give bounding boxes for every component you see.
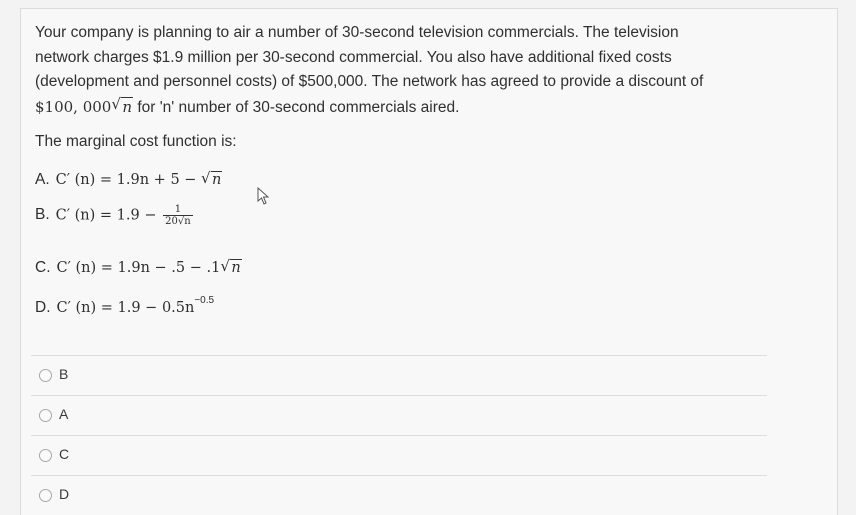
radicand: n: [122, 97, 133, 116]
choice-d: [35, 295, 214, 317]
option-d[interactable]: [31, 475, 767, 515]
question-card: [20, 8, 838, 515]
fraction: [163, 204, 193, 227]
choice-c: [35, 259, 242, 277]
choice-equation: C′ (n) = 1.9 −: [55, 207, 162, 224]
choice-equation: C′ (n) = 1.9n − .5 − .1: [56, 260, 221, 276]
radio-button[interactable]: [39, 489, 52, 502]
prompt-text: The marginal cost function is:: [35, 133, 237, 150]
option-b[interactable]: [31, 355, 767, 396]
option-label: C: [59, 446, 70, 462]
question-line-4: [35, 95, 775, 121]
discount-amount: $100, 000: [35, 97, 112, 116]
choice-a: [35, 171, 222, 189]
question-line-3: (development and personnel costs) of $500,000. The network has agreed to provide a discount of: [35, 73, 704, 90]
option-label: D: [59, 486, 70, 502]
choice-letter: B.: [35, 206, 50, 224]
radio-button[interactable]: [39, 409, 52, 422]
sqrt-expression: [111, 95, 133, 120]
radicand: n: [212, 172, 222, 188]
question-text: [35, 21, 775, 120]
option-c[interactable]: [31, 435, 767, 476]
radical-sign: √: [111, 94, 121, 113]
radical-sign: √: [220, 257, 230, 275]
choice-b: [35, 204, 195, 227]
exponent: −0.5: [194, 295, 215, 306]
fraction-denominator: 20√n: [165, 216, 191, 227]
choice-letter: C.: [35, 259, 51, 276]
question-line-1: Your company is planning to air a number of 30-second television commercials. The television: [35, 24, 679, 41]
choice-equation: C′ (n) = 1.9n + 5 −: [55, 172, 202, 188]
radical-sign: √: [201, 169, 211, 187]
question-line-4-rest: for 'n' number of 30-second commercials aired.: [133, 98, 460, 116]
radicand: n: [231, 260, 241, 276]
sqrt-expression: [220, 257, 241, 276]
choice-letter: D.: [35, 299, 51, 316]
choice-equation: C′ (n) = 1.9 − 0.5n: [56, 300, 195, 316]
option-label: A: [59, 406, 69, 422]
radio-button[interactable]: [39, 369, 52, 382]
mouse-pointer-icon: [257, 187, 271, 205]
choice-letter: A.: [35, 171, 50, 188]
option-a[interactable]: [31, 395, 767, 436]
radio-button[interactable]: [39, 449, 52, 462]
question-line-2: network charges $1.9 million per 30-second commercial. You also have additional fixed costs: [35, 48, 672, 66]
sqrt-expression: [201, 169, 222, 188]
option-label: B: [59, 366, 69, 382]
fraction-numerator: 1: [163, 204, 193, 216]
